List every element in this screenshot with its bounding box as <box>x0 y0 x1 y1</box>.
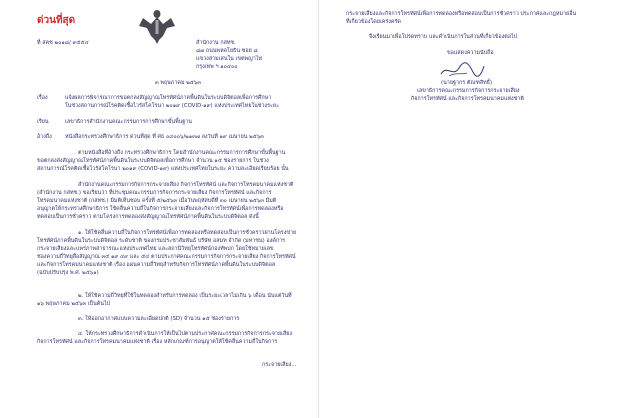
body-line: อนุญาตให้กระทรวงศึกษาธิการ ใช้คลื่นความถี่ในกิจการกระจายเสียงและกิจการโทรทัศน์เพื่อการทดลองหรือ <box>37 206 284 212</box>
closing-request: จึงเรียนมาเพื่อโปรดทราบ และดำเนินการในส่วนที่เกี่ยวข้องต่อไป <box>369 34 518 40</box>
subject-text-cont: ในช่วงสถานการณ์โรคติดเชื้อไวรัสโคโรนา ๒๐๑๙ (COVID-๑๙) แห่งประเทศไทยในช่วงระยะ <box>65 103 279 109</box>
body-line: ช่องความถี่วิทยุสื่อสัญญาณ ๓๕ ๑๙ ๔๙ และ ๕๔ ตามประกาศคณะกรรมการกิจการกระจายเสียง กิจการโทรทัศน์ <box>37 254 296 260</box>
issuer-address-line: ๘๗ ถนนพหลโยธิน ซอย ๘ <box>196 48 258 54</box>
issuer-address-line: แขวงสามเสนใน เขตพญาไท <box>196 56 263 62</box>
body-line: ขอตกลงส่งสัญญาณโทรทัศน์ภาคพื้นดินในระบบดิจิตอลเพื่อการศึกษา จำนวน ๑๕ ช่องรายการ ในช่วง <box>37 158 269 164</box>
issuer-name: สำนักงาน กสทช. <box>196 40 236 46</box>
body-line: กิจการโทรทัศน์ และกิจการโทรคมนาคมแห่งชาติ เรื่อง หลักเกณฑ์การอนุญาตให้ใช้คลื่นความถี่ในกิจการ <box>37 339 278 345</box>
reference-label: อ้างถึง <box>37 134 52 140</box>
body-line: ที่เกี่ยวข้องโดยเคร่งครัด <box>346 19 401 25</box>
body-line: ๓. ให้ออกอากาศแบบความละเอียดปกติ (SD) จำนวน ๑๕ ช่องรายการ <box>78 316 240 322</box>
to-label: เรียน <box>37 119 49 125</box>
body-line: โทรทัศน์ภาคพื้นดินในระบบดิจิตอล ระดับชาติ ของกรมประชาสัมพันธ์ บริษัท อสมท จำกัด (มหาชน) องค์การ <box>37 238 286 244</box>
body-line: ๑๖ พฤษภาคม ๒๕๖๓ เป็นต้นไป <box>37 301 111 307</box>
body-line: สถานการณ์โรคติดเชื้อไวรัสโคโรนา ๒๐๑๙ (COVID-๑๙) แห่งประเทศไทยในระยะ ความละเอียดเรียบร้อย นั้น <box>37 166 289 172</box>
reference-text: หนังสือกระทรวงศึกษาธิการ ด่วนที่สุด ที่ ศธ ๐๔๐๐๖/๒๑๓๗ ลงวันที่ ๑๙ เมษายน ๒๕๖๓ <box>65 134 264 140</box>
letter-date: ๓ พฤษภาคม ๒๕๖๓ <box>155 80 201 86</box>
signer-title: เลขาธิการคณะกรรมการกิจการกระจายเสียง <box>417 88 520 94</box>
body-line: โทรคมนาคมแห่งชาติ (กสทช.) มีมติเห็นชอบ ครั้งที่ ๕/๒๕๖๓ เมื่อวันพฤหัสบดีที่ ๓๐ เมษายน ๒๕๖๓ มีมติ <box>37 198 277 204</box>
body-line: ทดสอบเป็นการชั่วคราว ตามโครงการทดลองส่งสัญญาณโทรทัศน์ภาคพื้นดินในระบบดิจิตอล ดังนี้ <box>37 214 259 220</box>
continued-marker: กระจายเสียง... <box>262 362 297 368</box>
body-line: กระจายเสียงและแพร่ภาพสาธารณะแห่งประเทศไทย และสถานีวิทยุโทรทัศน์กองทัพบก โดยใช้หมายเลข <box>37 246 274 252</box>
document-number: ที่ สคช ๒๐๑๘/ ๙๕๕๔ <box>37 40 89 46</box>
signer-name: (นายฐากร ตัณฑสิทธิ์) <box>441 80 493 86</box>
body-line: ๒. ให้ใช้ความถี่วิทยุที่ใช้ในทดลองสำหรับการทดลอง เป็นระยะเวลาไม่เกิน ๖ เดือน นับแต่วันที่ <box>78 293 292 299</box>
body-line: กระจายเสียงและกิจการโทรทัศน์เพื่อการทดลองหรือทดสอบเป็นการชั่วคราว ประกาศและกฎหมายอื่น <box>346 11 577 17</box>
closing-regards: ขอแสดงความนับถือ <box>447 50 494 56</box>
body-line: (ฉบับปรับปรุง พ.ศ. ๒๕๖๑) <box>37 270 99 276</box>
body-line: ๔. ให้กระทรวงศึกษาธิการดำเนินการให้เป็นไปตามประกาศคณะกรรมการกิจการกระจายเสียง <box>78 331 293 337</box>
body-line: ๑. ให้ใช้คลื่นความถี่ในกิจการโทรทัศน์เพื่อการทดลองหรือทดสอบเป็นการชั่วคราวผ่านโครงข่าย <box>78 230 297 236</box>
recipient: เลขาธิการสำนักงานคณะกรรมการการศึกษาขั้นพื้นฐาน <box>65 119 192 125</box>
body-line: ตามหนังสือที่อ้างถึง กระทรวงศึกษาธิการ โดยสำนักงานคณะกรรมการการศึกษาขั้นพื้นฐาน <box>78 150 286 156</box>
urgency-label: ด่วนที่สุด <box>37 15 76 26</box>
subject-text: แจ้งผลการพิจารณาการขอตกลงสัญญาณโทรทัศน์ภาคพื้นดินในระบบดิจิตอลเพื่อการศึกษา <box>65 95 272 101</box>
issuer-address-line: กรุงเทพ ฯ ๑๐๔๐๐ <box>196 64 238 70</box>
subject-label: เรื่อง <box>37 95 48 101</box>
signature-scribble <box>437 60 487 80</box>
signer-title: กิจการโทรทัศน์ และกิจการโทรคมนาคมแห่งชาติ <box>411 96 524 102</box>
garuda-emblem-icon <box>137 6 177 44</box>
body-line: และกิจการโทรคมนาคมแห่งชาติ เรื่อง แผนความถี่วิทยุสำหรับกิจการโทรทัศน์ภาคพื้นดินในระบบดิจิตอล <box>37 262 276 268</box>
letter-page-2 <box>319 0 628 418</box>
body-line: สำนักงานคณะกรรมการกิจการกระจายเสียง กิจการโทรทัศน์ และกิจการโทรคมนาคมแห่งชาติ <box>78 182 294 188</box>
body-line: (สำนักงาน กสทช.) ขอเรียนว่า ที่ประชุมคณะกรรมการกิจการกระจายเสียง กิจการโทรทัศน์ และกิจการ <box>37 190 272 196</box>
